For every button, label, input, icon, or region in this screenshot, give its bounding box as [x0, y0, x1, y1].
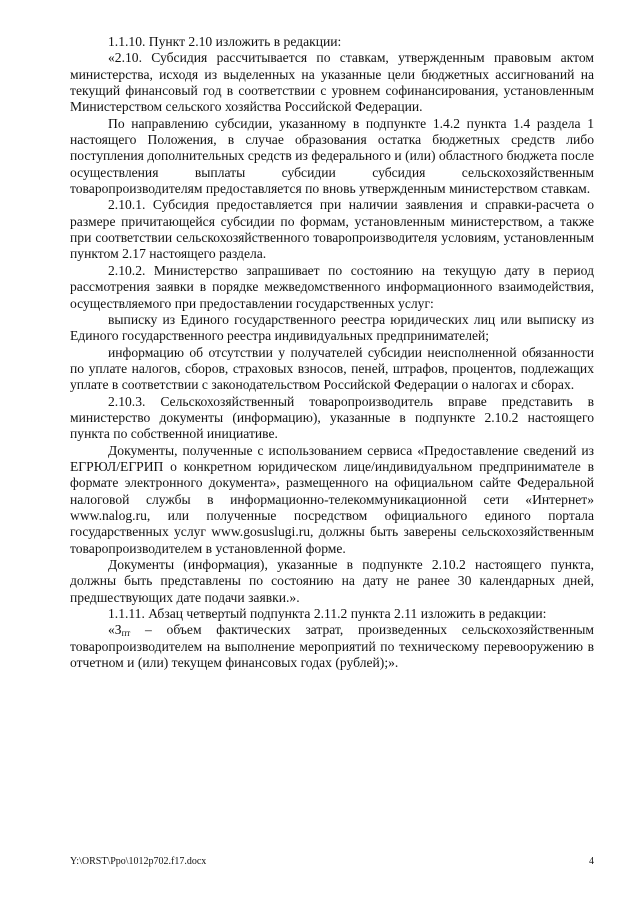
- paragraph-formula-definition: [70, 622, 594, 671]
- formula-definition-text: – объем фактических затрат, произведенных сельскохозяйственным товаропроизводителем на выполнение мероприятий по техническому перевооружению в отчетном и (или) текущем финансовых годах (рублей);».: [70, 622, 594, 671]
- paragraph-egrul-extract: выписку из Единого государственного реестра юридических лиц или выписку из Единого государственного реестра индивидуальных предпринимателей;: [70, 311, 594, 344]
- page-footer: [70, 856, 594, 867]
- formula-open: «З: [108, 622, 122, 638]
- paragraph-subsidy-direction: По направлению субсидии, указанному в подпункте 1.4.2 пункта 1.4 раздела 1 настоящего Положения, в случае образования остатка бюджетных средств либо поступления дополнительных средств из федерального и (или) областного бюджета после осуществления выплаты субсидии субсидия сельскохозяйственным товаропроизводителям предоставляется по вновь утвержденным министерством ставкам.: [70, 115, 594, 197]
- paragraph-1-1-10: 1.1.10. Пункт 2.10 изложить в редакции:: [108, 34, 342, 49]
- paragraph-documents-date: Документы (информация), указанные в подпункте 2.10.2 настоящего пункта, должны быть представлены по состоянию на дату не ранее 30 календарных дней, предшествующих дате подачи заявки.».: [70, 557, 594, 605]
- document-body: [70, 34, 594, 671]
- paragraph-1-1-11: 1.1.11. Абзац четвертый подпункта 2.11.2 пункта 2.11 изложить в редакции:: [108, 606, 547, 622]
- paragraph-documents-service: Документы, полученные с использованием сервиса «Предоставление сведений из ЕГРЮЛ/ЕГРИП о конкретном юридическом лице/индивидуальном предпринимателе в формате электронного документа», размещенного на официальном сайте Федеральной налоговой службы в информационно-телекоммуникационной сети «Интернет» www.nalog.ru, или полученные посредством официального единого портала государственных услуг www.gosuslugi.ru, должны быть заверены сельскохозяйственным товаропроизводителем в установленной форме.: [70, 442, 594, 556]
- paragraph-2-10: «2.10. Субсидия рассчитывается по ставкам, утвержденным правовым актом министерства, исходя из выделенных на указанные цели бюджетных ассигнований на текущий финансовый год в соответствии с уровнем софинансирования, установленным Министерством сельского хозяйства Российской Федерации.: [70, 50, 594, 115]
- paragraph-2-10-3: 2.10.3. Сельскохозяйственный товаропроизводитель вправе представить в министерство документы (информацию), указанные в подпункте 2.10.2 настоящего пункта по собственной инициативе.: [70, 393, 594, 442]
- page-number: 4: [589, 856, 594, 867]
- paragraph-2-10-2: 2.10.2. Министерство запрашивает по состоянию на текущую дату в период рассмотрения заявки в порядке межведомственного информационного взаимодействия, осуществляемого при предоставлении государственных услуг:: [70, 262, 594, 311]
- paragraph-2-10-1: 2.10.1. Субсидия предоставляется при наличии заявления и справки-расчета о размере причитающейся субсидии по формам, установленным министерством, а также при соответствии сельскохозяйственного товаропроизводителя условиям, установленным пунктом 2.17 настоящего раздела.: [70, 197, 594, 262]
- formula-subscript: пт: [121, 628, 131, 639]
- paragraph-tax-info: информацию об отсутствии у получателей субсидии неисполненной обязанности по уплате налогов, сборов, страховых взносов, пеней, штрафов, процентов, подлежащих уплате в соответствии с законодательством Российской Федерации о налогах и сборах.: [70, 344, 594, 393]
- footer-file-path: Y:\ORST\Ppo\1012p702.f17.docx: [70, 856, 207, 867]
